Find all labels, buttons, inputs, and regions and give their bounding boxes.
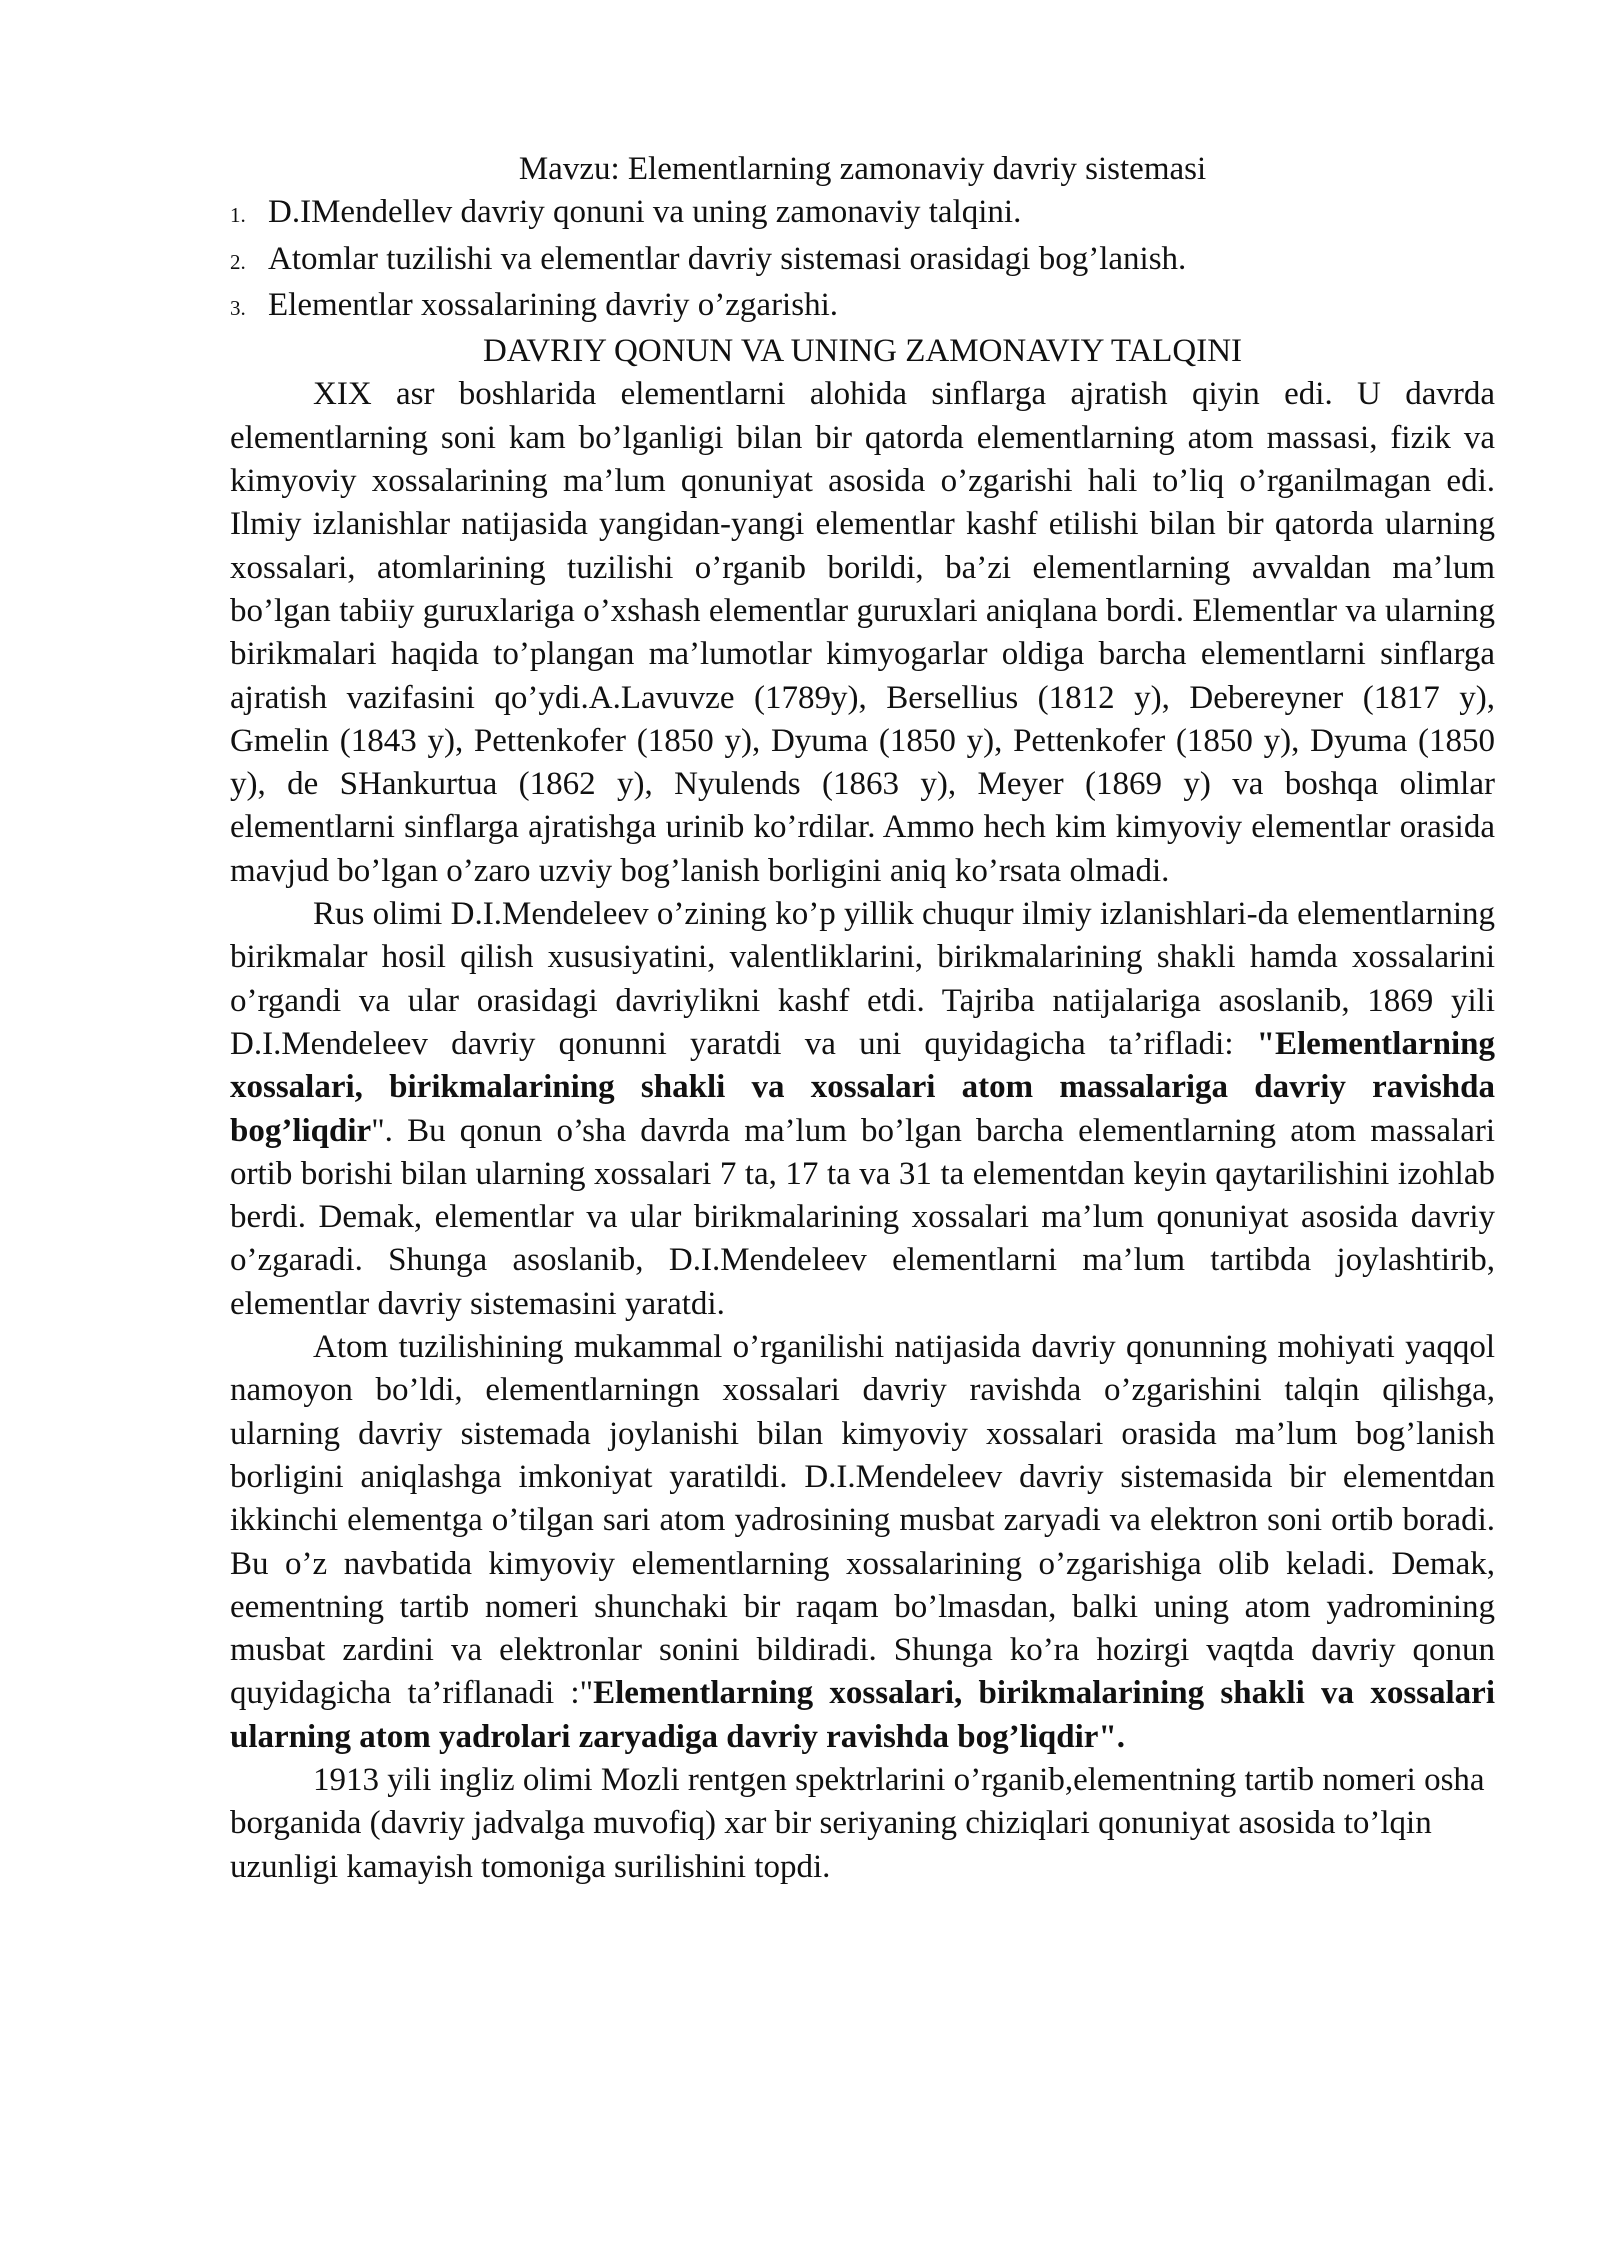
paragraph-history: XIX asr boshlarida elementlarni alohida sinflarga ajratish qiyin edi. U davrda elementlarning soni kam bo’lganligi bilan bir qatorda elementlarning atom massasi, fizik va kimyoviy xossalarining ma’lum qonuniyat asosida o’zgarishi hali to’liq o’rganilmagan edi. Ilmiy izlanishlar natijasida yangidan-yangi elementlar kashf etilishi bilan bir qatorda ularning xossalari, atomlarining tuzilishi o’rganib borildi, ba’zi elementlarning avvaldan ma’lum bo’lgan tabiiy guruxlariga o’xshash elementlar guruxlari aniqlana bordi. Elementlar va ularning birikmalari haqida to’plangan ma’lumotlar kimyogarlar oldiga barcha elementlarni sinflarga ajratish vazifasini qo’ydi.A.Lavuvze (1789y), Bersellius (1812 y), Debereyner (1817 y), Gmelin (1843 y), Pettenkofer (1850 y), Dyuma (1850 y), Pettenkofer (1850 y), Dyuma (1850 y), de SHankurtua (1862 y), Nyulends (1863 y), Meyer (1869 y) va boshqa olimlar elementlarni sinflarga ajratishga urinib ko’rdilar. Ammo hech kim kimyoviy elementlar orasida mavjud bo’lgan o’zaro uzviy bog’lanish borligini aniq ko’rsata olmadi. bbox=[230, 376, 1495, 889]
paragraph-text: ". Bu qonun o’sha davrda ma’lum bo’lgan barcha elementlarning atom massalari ortib borishi bilan ularning xossalari 7 ta, 17 ta va 31 ta elementdan keyin qaytarilishini izohlab berdi. Demak, elementlar va ular birikmalarining xossalari ma’lum qonuniyat asosida davriy o’zgaradi. Shunga asoslanib, D.I.Mendeleev elementlarni ma’lum tartibda joylashtirib, elementlar davriy sistemasini yaratdi. bbox=[230, 1112, 1495, 1322]
section-heading: DAVRIY QONUN VA UNING ZAMONAVIY TALQINI bbox=[482, 333, 1243, 370]
modern-law-definition-bold: Elementlarning xossalari, birikmalarining shakli va xossalari ularning atom yadrolari zaryadiga davriy ravishda bog’liqdir". bbox=[230, 1675, 1495, 1755]
document-title: Mavzu: Elementlarning zamonaviy davriy sistemasi bbox=[518, 151, 1207, 187]
plan-item-number: 3. bbox=[230, 295, 246, 320]
paragraph-moseley: 1913 yili ingliz olimi Mozli rentgen spektrlarini o’rganib,elementning tartib nomeri osha borganida (davriy jadvalga muvofiq) xar bir seriyaning chiziqlari qonuniyat asosida to’lqin uzunligi kamayish tomoniga surilishini topdi. bbox=[230, 1761, 1485, 1885]
paragraph-text: Atom tuzilishining mukammal o’rganilishi natijasida davriy qonunning mohiyati yaqqol namoyon bo’ldi, elementlarningn xossalari davriy ravishda o’zgarishini talqin qilishga, ularning davriy sistemada joylanishi bilan kimyoviy xossalari orasida ma’lum bog’lanish borligini aniqlashga imkoniyat yaratildi. D.I.Mendeleev davriy sistemasida bir elementdan ikkinchi elementga o’tilgan sari atom yadrosining musbat zaryadi va elektron soni ortib boradi. Bu o’z navbatida kimyoviy elementlarning xossalarining o’zgarishiga olib keladi. Demak, eementning tartib nomeri shunchaki bir raqam bo’lmasdan, balki uning atom yadromining musbat zardini va elektronlar sonini bildiradi. Shunga ko’ra hozirgi vaqtda davriy qonun quyidagicha ta’riflanadi :" bbox=[230, 1329, 1495, 1712]
plan-item-text: D.IMendellev davriy qonuni va uning zamonaviy talqini. bbox=[268, 194, 1022, 231]
plan-item-text: Atomlar tuzilishi va elementlar davriy sistemasi orasidagi bog’lanish. bbox=[268, 240, 1187, 277]
plan-item-text: Elementlar xossalarining davriy o’zgarishi. bbox=[268, 286, 838, 323]
plan-item bbox=[230, 238, 1495, 284]
paragraph-mendeleev-law bbox=[230, 893, 1495, 1326]
document-page bbox=[230, 148, 1495, 1889]
paragraph-modern-law bbox=[230, 1326, 1495, 1759]
plan-item-number: 2. bbox=[230, 249, 246, 274]
plan-item bbox=[230, 284, 1495, 330]
paragraph-text: Rus olimi D.I.Mendeleev o’zining ko’p yillik chuqur ilmiy izlanishlari-da elementlarning birikmalar hosil qilish xususiyatini, valentliklarini, birikmalarining shakli hamda xossalarini o’rgandi va ular orasidagi davriylikni kashf etdi. Tajriba natijalariga asoslanib, 1869 yili D.I.Mendeleev davriy qonunni yaratdi va uni quyidagicha ta’rifladi: bbox=[230, 896, 1495, 1062]
plan-item bbox=[230, 191, 1495, 237]
law-definition-bold: "Elementlarning xossalari, birikmalarining shakli va xossalari atom massalariga davriy ravishda bog’liqdir bbox=[230, 1025, 1495, 1149]
topic-plan-list bbox=[230, 191, 1495, 330]
plan-item-number: 1. bbox=[230, 203, 246, 228]
